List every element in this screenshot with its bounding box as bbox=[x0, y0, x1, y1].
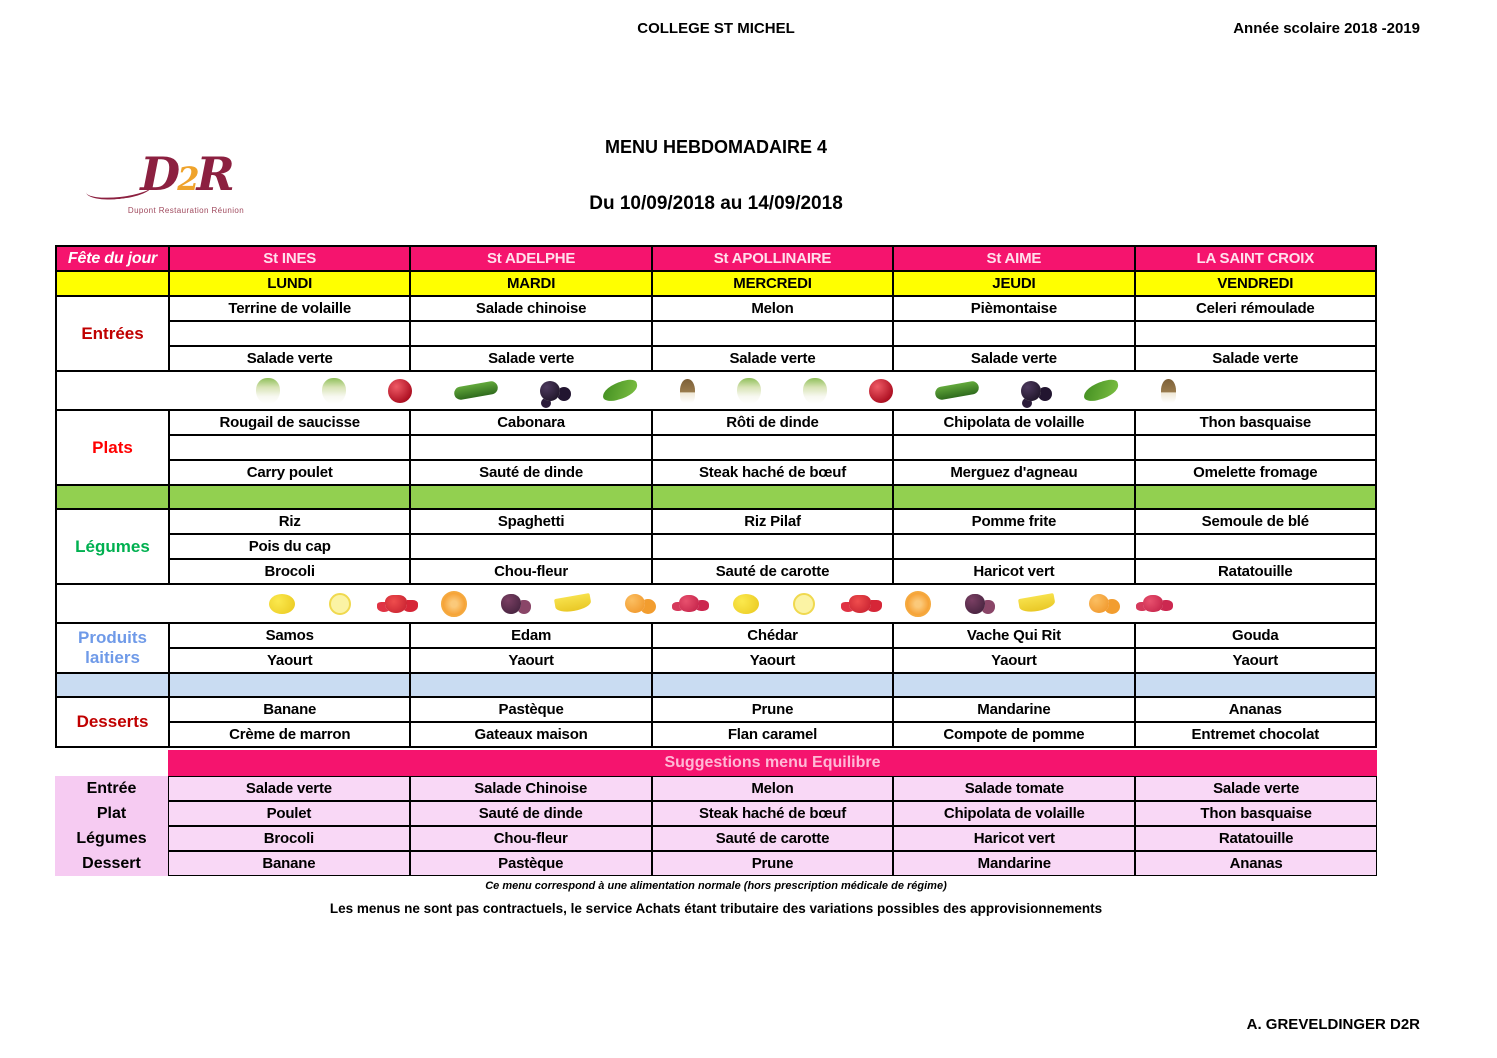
menu-cell bbox=[410, 534, 651, 559]
logo-letter-r: R bbox=[196, 147, 232, 201]
logo-caption: Dupont Restauration Réunion bbox=[127, 206, 245, 215]
menu-cell: Salade verte bbox=[652, 346, 893, 371]
zucchini-icon bbox=[934, 380, 980, 400]
suggestions-header: Suggestions menu Equilibre bbox=[168, 750, 1377, 776]
separator-cell bbox=[56, 673, 169, 697]
separator-cell bbox=[1135, 673, 1376, 697]
menu-cell: Carry poulet bbox=[169, 460, 410, 485]
strawberries-icon bbox=[385, 595, 407, 613]
suggestion-row-label: Légumes bbox=[76, 829, 147, 847]
menu-cell: Ananas bbox=[1135, 697, 1376, 722]
logo-letter-d: D bbox=[140, 147, 178, 201]
suggestion-row-label: Entrée bbox=[86, 779, 137, 797]
lemon-slice-icon bbox=[793, 593, 815, 615]
school-name: COLLEGE ST MICHEL bbox=[637, 20, 795, 37]
fennel-icon bbox=[737, 378, 761, 404]
menu-cell: Steak haché de bœuf bbox=[652, 460, 893, 485]
menu-cell: Cabonara bbox=[410, 410, 651, 435]
bananas-icon bbox=[1018, 593, 1056, 614]
menu-cell bbox=[410, 321, 651, 346]
menu-cell bbox=[652, 534, 893, 559]
menu-cell bbox=[652, 321, 893, 346]
menu-cell: Spaghetti bbox=[410, 509, 651, 534]
menu-cell: Crème de marron bbox=[169, 722, 410, 747]
menu-cell bbox=[410, 435, 651, 460]
fete-row bbox=[56, 246, 1376, 271]
suggestion-cell: Salade Chinoise bbox=[410, 776, 652, 801]
saint-name: St ADELPHE bbox=[410, 246, 651, 271]
menu-cell: Salade verte bbox=[169, 346, 410, 371]
spinach-icon bbox=[1081, 378, 1120, 403]
menu-cell bbox=[893, 321, 1134, 346]
menu-cell: Chipolata de volaille bbox=[893, 410, 1134, 435]
section-label-desserts: Desserts bbox=[56, 697, 169, 747]
suggestion-cell: Poulet bbox=[168, 801, 410, 826]
suggestion-cell: Sauté de carotte bbox=[652, 826, 894, 851]
section-label-produits-laitiers: Produits laitiers bbox=[56, 623, 169, 673]
separator-cell bbox=[652, 673, 893, 697]
lemon-slice-icon bbox=[329, 593, 351, 615]
menu-cell: Salade chinoise bbox=[410, 296, 651, 321]
pomegranate-icon bbox=[869, 379, 893, 403]
suggestion-cell: Salade tomate bbox=[893, 776, 1135, 801]
separator-cell bbox=[410, 485, 651, 509]
morel-icon bbox=[1161, 379, 1176, 403]
menu-cell bbox=[893, 534, 1134, 559]
saint-name: LA SAINT CROIX bbox=[1135, 246, 1376, 271]
menu-cell: Merguez d'agneau bbox=[893, 460, 1134, 485]
day-header: VENDREDI bbox=[1135, 271, 1376, 296]
signature: A. GREVELDINGER D2R bbox=[1246, 1016, 1420, 1033]
logo-digit-2: 2 bbox=[177, 160, 197, 198]
suggestion-cell: Ananas bbox=[1135, 851, 1377, 876]
footer-note-italic: Ce menu correspond à une alimentation normale (hors prescription médicale de régime) bbox=[485, 880, 947, 892]
menu-cell: Pastèque bbox=[410, 697, 651, 722]
days-row-label-cell bbox=[56, 271, 169, 296]
raspberries-icon bbox=[679, 595, 699, 612]
menu-cell: Flan caramel bbox=[652, 722, 893, 747]
fete-du-jour-label: Fête du jour bbox=[56, 246, 169, 271]
fennel-icon bbox=[322, 378, 346, 404]
menu-cell: Prune bbox=[652, 697, 893, 722]
suggestion-cell: Salade verte bbox=[1135, 776, 1377, 801]
suggestion-cell: Banane bbox=[168, 851, 410, 876]
vegetables-band bbox=[56, 371, 1376, 410]
menu-cell: Brocoli bbox=[169, 559, 410, 584]
apricots-icon bbox=[1089, 594, 1109, 613]
orange-slice-icon bbox=[441, 591, 467, 617]
menu-cell: Entremet chocolat bbox=[1135, 722, 1376, 747]
bananas-icon bbox=[554, 593, 592, 614]
menu-cell bbox=[652, 435, 893, 460]
menu-cell: Yaourt bbox=[652, 648, 893, 673]
suggestion-cell: Mandarine bbox=[893, 851, 1135, 876]
section-entrees bbox=[56, 296, 1376, 371]
menu-cell: Celeri rémoulade bbox=[1135, 296, 1376, 321]
suggestion-cell: Sauté de dinde bbox=[410, 801, 652, 826]
separator-cell bbox=[169, 485, 410, 509]
menu-date-range: Du 10/09/2018 au 14/09/2018 bbox=[589, 193, 843, 214]
suggestions-label-column bbox=[55, 776, 168, 876]
suggestions-spacer bbox=[55, 750, 168, 776]
menu-cell: Chédar bbox=[652, 623, 893, 648]
spinach-icon bbox=[600, 378, 639, 403]
menu-cell: Yaourt bbox=[1135, 648, 1376, 673]
menu-cell: Banane bbox=[169, 697, 410, 722]
figs-icon bbox=[501, 594, 521, 614]
figs-icon bbox=[965, 594, 985, 614]
menu-cell: Mandarine bbox=[893, 697, 1134, 722]
section-legumes bbox=[56, 509, 1376, 584]
raspberries-icon bbox=[1143, 595, 1163, 612]
school-year: Année scolaire 2018 -2019 bbox=[1233, 20, 1420, 37]
apricots-icon bbox=[625, 594, 645, 613]
menu-table bbox=[55, 245, 1377, 876]
day-header: MARDI bbox=[410, 271, 651, 296]
separator-cell bbox=[652, 485, 893, 509]
menu-cell: Terrine de volaille bbox=[169, 296, 410, 321]
olives-icon bbox=[540, 381, 560, 401]
suggestion-cell: Haricot vert bbox=[893, 826, 1135, 851]
menu-cell: Yaourt bbox=[169, 648, 410, 673]
menu-cell: Melon bbox=[652, 296, 893, 321]
morel-icon bbox=[680, 379, 695, 403]
menu-cell: Rôti de dinde bbox=[652, 410, 893, 435]
olives-icon bbox=[1021, 381, 1041, 401]
menu-cell bbox=[169, 435, 410, 460]
suggestion-cell: Prune bbox=[652, 851, 894, 876]
menu-cell bbox=[1135, 534, 1376, 559]
menu-cell bbox=[1135, 321, 1376, 346]
lemon-icon bbox=[733, 594, 759, 614]
day-header: LUNDI bbox=[169, 271, 410, 296]
separator-cell bbox=[1135, 485, 1376, 509]
section-produits-laitiers bbox=[56, 623, 1376, 673]
suggestion-cell: Chipolata de volaille bbox=[893, 801, 1135, 826]
menu-cell: Salade verte bbox=[1135, 346, 1376, 371]
separator-cell bbox=[410, 673, 651, 697]
saint-name: St AIME bbox=[893, 246, 1134, 271]
menu-title: MENU HEBDOMADAIRE 4 bbox=[604, 137, 827, 157]
suggestions-grid bbox=[55, 776, 1377, 876]
menu-cell bbox=[169, 321, 410, 346]
menu-cell: Pois du cap bbox=[169, 534, 410, 559]
suggestion-row-label: Dessert bbox=[82, 854, 141, 872]
menu-cell: Gateaux maison bbox=[410, 722, 651, 747]
separator-row-green bbox=[56, 485, 1376, 509]
lemon-icon bbox=[269, 594, 295, 614]
zucchini-icon bbox=[453, 380, 499, 400]
days-row bbox=[56, 271, 1376, 296]
suggestion-cell: Brocoli bbox=[168, 826, 410, 851]
footer-note-bold: Les menus ne sont pas contractuels, le service Achats étant tributaire des variations possibles des approvisionnements bbox=[329, 901, 1103, 916]
fennel-icon bbox=[256, 378, 280, 404]
separator-cell bbox=[893, 485, 1134, 509]
suggestions-header-row bbox=[55, 750, 1377, 776]
menu-cell: Haricot vert bbox=[893, 559, 1134, 584]
day-header: JEUDI bbox=[893, 271, 1134, 296]
menu-cell: Salade verte bbox=[893, 346, 1134, 371]
suggestion-cell: Pastèque bbox=[410, 851, 652, 876]
menu-cell: Chou-fleur bbox=[410, 559, 651, 584]
suggestion-cell: Steak haché de bœuf bbox=[652, 801, 894, 826]
suggestion-cell: Chou-fleur bbox=[410, 826, 652, 851]
menu-cell: Yaourt bbox=[893, 648, 1134, 673]
section-plats bbox=[56, 410, 1376, 485]
menu-cell: Thon basquaise bbox=[1135, 410, 1376, 435]
menu-main-block bbox=[55, 245, 1377, 748]
section-desserts bbox=[56, 697, 1376, 747]
separator-cell bbox=[56, 485, 169, 509]
separator-row-blue bbox=[56, 673, 1376, 697]
saint-name: St INES bbox=[169, 246, 410, 271]
suggestion-cell: Salade verte bbox=[168, 776, 410, 801]
strawberries-icon bbox=[849, 595, 871, 613]
separator-cell bbox=[893, 673, 1134, 697]
menu-cell: Yaourt bbox=[410, 648, 651, 673]
menu-cell: Sauté de dinde bbox=[410, 460, 651, 485]
section-label-entrees: Entrées bbox=[56, 296, 169, 371]
menu-cell: Gouda bbox=[1135, 623, 1376, 648]
menu-cell: Edam bbox=[410, 623, 651, 648]
menu-cell: Sauté de carotte bbox=[652, 559, 893, 584]
fruits-band bbox=[56, 584, 1376, 623]
menu-cell: Pomme frite bbox=[893, 509, 1134, 534]
menu-cell: Samos bbox=[169, 623, 410, 648]
menu-cell: Omelette fromage bbox=[1135, 460, 1376, 485]
pomegranate-icon bbox=[388, 379, 412, 403]
saint-name: St APOLLINAIRE bbox=[652, 246, 893, 271]
menu-cell: Vache Qui Rit bbox=[893, 623, 1134, 648]
suggestion-cell: Ratatouille bbox=[1135, 826, 1377, 851]
menu-cell: Riz bbox=[169, 509, 410, 534]
separator-cell bbox=[169, 673, 410, 697]
section-label-plats: Plats bbox=[56, 410, 169, 485]
suggestion-cell: Thon basquaise bbox=[1135, 801, 1377, 826]
menu-cell: Salade verte bbox=[410, 346, 651, 371]
menu-cell: Riz Pilaf bbox=[652, 509, 893, 534]
menu-cell: Ratatouille bbox=[1135, 559, 1376, 584]
fennel-icon bbox=[803, 378, 827, 404]
menu-cell: Compote de pomme bbox=[893, 722, 1134, 747]
orange-slice-icon bbox=[905, 591, 931, 617]
suggestion-cell: Melon bbox=[652, 776, 894, 801]
section-label-legumes: Légumes bbox=[56, 509, 169, 584]
menu-cell: Pièmontaise bbox=[893, 296, 1134, 321]
day-header: MERCREDI bbox=[652, 271, 893, 296]
menu-cell: Rougail de saucisse bbox=[169, 410, 410, 435]
menu-cell bbox=[1135, 435, 1376, 460]
suggestion-row-label: Plat bbox=[96, 804, 127, 822]
menu-cell: Semoule de blé bbox=[1135, 509, 1376, 534]
menu-cell bbox=[893, 435, 1134, 460]
